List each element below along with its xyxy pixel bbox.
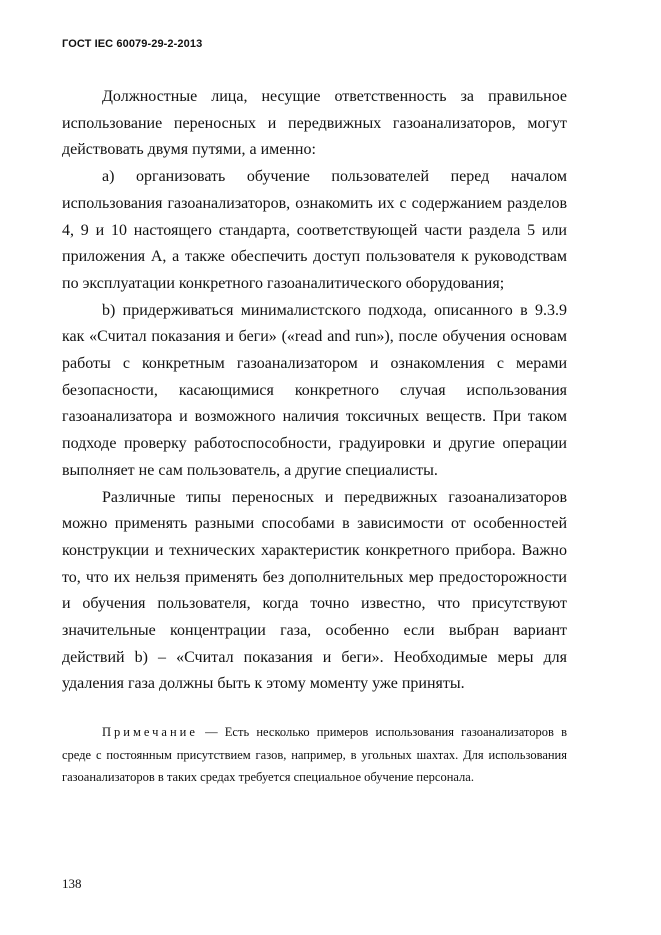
note-label: Примечание	[102, 725, 198, 739]
paragraph-option-a: а) организовать обучение пользователей перед началом использования газоанализаторов, ознакомить их с содержанием разделов 4, 9 и 10 настоящего стандарта, соответствующей части раздела 5 или приложения А, а также обеспечить доступ пользователя к руководствам по эксплуатации конкретного газоаналитического оборудования;	[62, 168, 567, 292]
paragraph-intro: Должностные лица, несущие ответственность за правильное использование переносных и передвижных газоанализаторов, могут действовать двумя путями, а именно:	[62, 88, 567, 159]
paragraph-usage: Различные типы переносных и передвижных газоанализаторов можно применять разными способами в зависимости от особенностей конструкции и технических характеристик конкретного прибора. Важно то, что их нельзя применять без дополнительных мер предосторожности и обучения пользователя, когда точно известно, что присутствуют значительные концентрации газа, особенно если выбран вариант действий b) – «Считал показания и беги». Необходимые меры для удаления газа должны быть к этому моменту уже приняты.	[62, 488, 567, 693]
page-number: 138	[62, 876, 82, 891]
note-text: Есть несколько примеров использования газоанализаторов в среде с постоянным присутствием газов, например, в угольных шахтах. Для использования газоанализаторов в таких средах требуется специальное обучение персонала.	[62, 725, 567, 784]
note-paragraph	[62, 721, 567, 789]
note-block	[62, 721, 567, 789]
note-dash: —	[197, 725, 225, 739]
document-code-header: ГОСТ IEC 60079-29-2-2013	[62, 38, 203, 50]
paragraph-option-b: b) придерживаться минималистского подхода, описанного в 9.3.9 как «Считал показания и беги» («read and run»), после обучения основам работы с конкретным газоанализатором и ознакомления с мерами безопасности, касающимися конкретного случая использования газоанализатора и возможного наличия токсичных веществ. При таком подходе проверку работоспособности, градуировки и другие операции выполняет не сам пользователь, а другие специалисты.	[62, 301, 567, 479]
body-text	[62, 84, 567, 698]
